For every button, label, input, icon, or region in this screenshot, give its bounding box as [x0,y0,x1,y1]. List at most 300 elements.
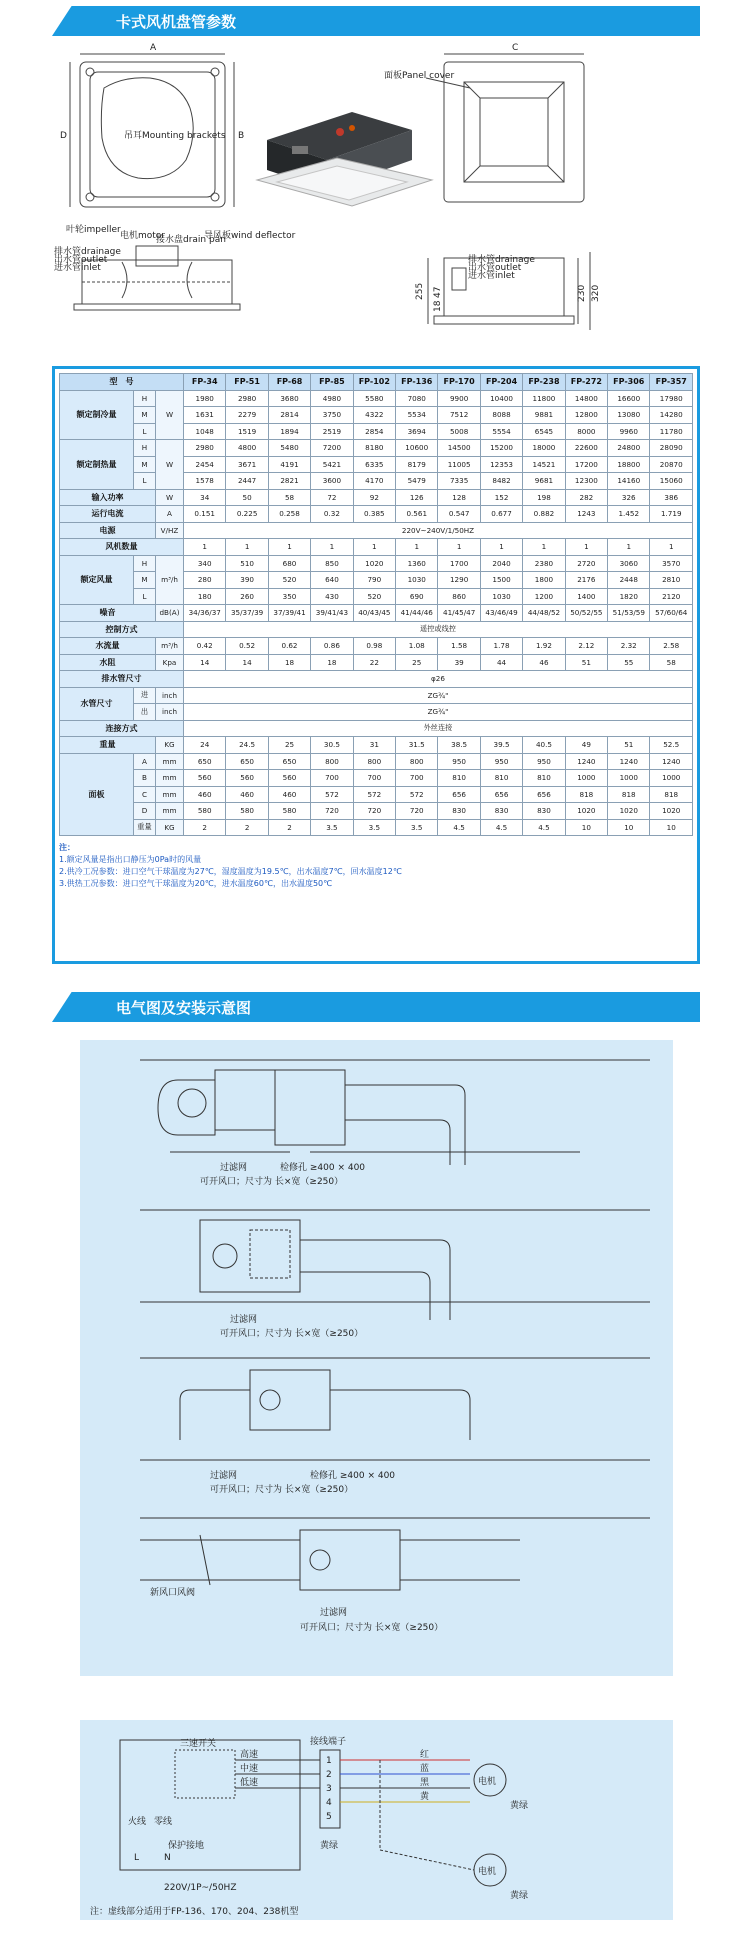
value-cell: 830 [438,803,480,820]
row-label-cell: 电源 [60,522,156,539]
value-cell: 3750 [311,407,353,424]
height-18-label: 18 [433,300,443,312]
value-cell: 430 [311,588,353,605]
model-cell: FP-68 [268,374,310,391]
value-cell: 44/48/52 [523,605,565,622]
value-cell: 7080 [396,390,438,407]
terminal-num-4: 4 [326,1798,332,1808]
row-sub-cell: 出 [134,704,156,721]
value-cell: 810 [480,770,522,787]
value-cell: 2.12 [565,638,607,655]
value-cell: 800 [311,753,353,770]
value-cell: 39 [438,654,480,671]
value-cell: 1360 [396,555,438,572]
value-cell: 0.42 [184,638,226,655]
section-bar-head [52,992,122,1022]
spec-table-box [52,366,700,964]
value-cell: 12800 [565,407,607,424]
value-cell: 5534 [396,407,438,424]
row-sub-cell: L [134,423,156,440]
value-cell: 10 [650,819,693,836]
value-cell: 7512 [438,407,480,424]
mid-speed-label: 中速 [240,1764,259,1774]
value-cell: 1 [608,539,650,556]
value-cell: 0.225 [226,506,268,523]
row-sub-cell: H [134,440,156,457]
value-cell: 1519 [226,423,268,440]
value-cell: 126 [396,489,438,506]
spec-row [60,489,693,506]
row-label-cell: 水管尺寸 [60,687,134,720]
value-cell: 720 [353,803,395,820]
dim-a-label: A [150,43,157,53]
value-cell: 860 [438,588,480,605]
note-3: 3.供热工况参数：进口空气干球温度为20℃，进水温度60℃，出水温度50℃ [59,879,333,888]
low-speed-label: 低速 [240,1778,259,1788]
value-cell: 0.258 [268,506,310,523]
row-sub-cell: C [134,786,156,803]
value-cell: 2821 [268,473,310,490]
value-cell: 14521 [523,456,565,473]
install1-filter: 过滤网 [220,1163,248,1173]
value-cell: 650 [184,753,226,770]
wire-yellow-label: 黄 [420,1792,430,1802]
value-cell: 2810 [650,572,693,589]
value-cell: 14 [184,654,226,671]
value-cell: 830 [523,803,565,820]
value-cell: 5421 [311,456,353,473]
value-cell: 17980 [650,390,693,407]
l-label: L [134,1853,140,1863]
value-cell: 2040 [480,555,522,572]
value-cell: 8180 [353,440,395,457]
value-cell: 1894 [268,423,310,440]
value-cell: 5008 [438,423,480,440]
value-cell: 5479 [396,473,438,490]
value-cell: 5580 [353,390,395,407]
value-cell: 50/52/55 [565,605,607,622]
install3-opening: 可开风口；尺寸为 长×宽（≥250） [210,1485,354,1495]
value-cell: 13080 [608,407,650,424]
value-cell: 72 [311,489,353,506]
value-cell: 2120 [650,588,693,605]
value-cell: 8088 [480,407,522,424]
section-header-install [52,992,700,1022]
value-cell: 1 [184,539,226,556]
drain-pipe-row [60,671,693,688]
value-cell: 720 [311,803,353,820]
value-cell: 3.5 [311,819,353,836]
row-label-cell: 面板 [60,753,134,836]
row-unit-cell: inch [156,687,184,704]
value-cell: 14500 [438,440,480,457]
model-cell: FP-204 [480,374,522,391]
value-cell: 1 [311,539,353,556]
value-cell: 1048 [184,423,226,440]
value-cell: 1980 [184,390,226,407]
motor-label: 电机motor [120,231,166,241]
model-cell: FP-272 [565,374,607,391]
value-cell: 22600 [565,440,607,457]
install-diagram-2 [140,1210,650,1320]
value-cell: 14280 [650,407,693,424]
row-unit-cell: V/HZ [156,522,184,539]
value-cell: 640 [311,572,353,589]
wire-blue-label: 蓝 [420,1764,430,1774]
wiring-svg [80,1720,673,1920]
value-cell: ZG¾" [184,704,693,721]
value-cell: 656 [480,786,522,803]
value-cell: 10400 [480,390,522,407]
value-cell: ZG¾" [184,687,693,704]
model-cell: FP-306 [608,374,650,391]
value-cell: 460 [226,786,268,803]
value-cell: 1.719 [650,506,693,523]
drainage-label-right: 排水管drainage [468,255,535,265]
value-cell: 2980 [184,440,226,457]
height-255-label: 255 [415,282,425,300]
value-cell: 1290 [438,572,480,589]
row-unit-cell: W [156,489,184,506]
row-label-cell: 连接方式 [60,720,184,737]
value-cell: 24800 [608,440,650,457]
header-row [60,374,693,391]
section-title: 电气图及安装示意图 [116,999,252,1017]
value-cell: 572 [396,786,438,803]
impeller-label: 叶轮impeller [66,225,121,235]
value-cell: 1700 [438,555,480,572]
value-cell: 2447 [226,473,268,490]
value-cell: 58 [650,654,693,671]
notes-title: 注： [59,843,75,852]
value-cell: 38.5 [438,737,480,754]
drainage-label-left: 排水管drainage [54,247,121,257]
value-cell: 35/37/39 [226,605,268,622]
value-cell: 25 [396,654,438,671]
value-cell: 1200 [523,588,565,605]
value-cell: 46 [523,654,565,671]
ground-label: 保护接地 [168,1841,205,1851]
value-cell: 34/36/37 [184,605,226,622]
value-cell: 12353 [480,456,522,473]
power-row [60,522,693,539]
model-cell: FP-51 [226,374,268,391]
value-cell: 1 [396,539,438,556]
value-cell: 4.5 [480,819,522,836]
value-cell: 572 [353,786,395,803]
value-cell: 1000 [608,770,650,787]
value-cell: 460 [268,786,310,803]
unit-3d-image [257,112,432,206]
value-cell: 580 [268,803,310,820]
neutral-wire-label: 零线 [154,1817,173,1827]
row-label-cell: 额定风量 [60,555,134,605]
spec-table [59,373,693,836]
value-cell: 4980 [311,390,353,407]
value-cell: 9900 [438,390,480,407]
row-label-cell: 运行电流 [60,506,156,523]
panel-row [60,786,693,803]
terminal-num-1: 1 [326,1756,332,1766]
value-cell: 43/46/49 [480,605,522,622]
value-cell: 51 [608,737,650,754]
value-cell: 3600 [311,473,353,490]
height-47-label: 47 [433,286,443,298]
model-cell: FP-102 [353,374,395,391]
panel-row [60,819,693,836]
row-unit-cell: mm [156,786,184,803]
drawings-svg [52,40,700,358]
row-unit-cell: mm [156,770,184,787]
install4-filter: 过滤网 [320,1608,348,1618]
value-cell: 14 [226,654,268,671]
row-label-cell: 排水管尺寸 [60,671,184,688]
value-cell: 580 [184,803,226,820]
row-label-cell: 风机数量 [60,539,184,556]
water-pipe-out-row [60,704,693,721]
value-cell: 260 [226,588,268,605]
value-cell: 1578 [184,473,226,490]
install1-opening: 可开风口；尺寸为 长×宽（≥250） [200,1177,344,1187]
value-cell: 2 [268,819,310,836]
value-cell: 8179 [396,456,438,473]
fan-count-row [60,539,693,556]
value-cell: 3060 [608,555,650,572]
value-cell: 950 [438,753,480,770]
value-cell: 51 [565,654,607,671]
value-cell: 39/41/43 [311,605,353,622]
value-cell: 5554 [480,423,522,440]
wire-red-label: 红 [420,1750,430,1760]
value-cell: 460 [184,786,226,803]
row-unit-cell: A [156,506,184,523]
row-sub-cell: A [134,753,156,770]
spec-row [60,440,693,457]
value-cell: 12300 [565,473,607,490]
value-cell: 3694 [396,423,438,440]
wiring-note: 注：虚线部分适用于FP-136、170、204、238机型 [90,1907,299,1917]
value-cell: 40/43/45 [353,605,395,622]
value-cell: 18 [311,654,353,671]
value-cell: 810 [523,770,565,787]
value-cell: 1800 [523,572,565,589]
value-cell: 2279 [226,407,268,424]
value-cell: 11005 [438,456,480,473]
value-cell: 2176 [565,572,607,589]
model-cell: FP-238 [523,374,565,391]
row-label-cell: 额定制冷量 [60,390,134,440]
value-cell: 44 [480,654,522,671]
outlet-label-right: 出水管outlet [468,263,522,273]
installation-svg [80,1040,673,1676]
value-cell: 0.882 [523,506,565,523]
model-header-cell: 型 号 [60,374,184,391]
terminal-num-3: 3 [326,1784,332,1794]
row-sub-cell: 进 [134,687,156,704]
value-cell: φ26 [184,671,693,688]
value-cell: 580 [226,803,268,820]
value-cell: 950 [480,753,522,770]
value-cell: 15200 [480,440,522,457]
value-cell: 1243 [565,506,607,523]
value-cell: 220V~240V/1/50HZ [184,522,693,539]
value-cell: 6545 [523,423,565,440]
value-cell: 1.452 [608,506,650,523]
value-cell: 24 [184,737,226,754]
value-cell: 2854 [353,423,395,440]
yellow-green-label-1: 黄绿 [510,1801,529,1811]
spec-row [60,506,693,523]
value-cell: 1240 [565,753,607,770]
row-sub-cell: H [134,555,156,572]
value-cell: 14800 [565,390,607,407]
spec-row [60,390,693,407]
value-cell: 24.5 [226,737,268,754]
value-cell: 55 [608,654,650,671]
value-cell: 1.58 [438,638,480,655]
wind-deflector-label: 导风板wind deflector [204,231,296,241]
value-cell: 17200 [565,456,607,473]
row-label-cell: 额定制热量 [60,440,134,490]
control-row [60,621,693,638]
value-cell: 650 [268,753,310,770]
install3-access: 检修孔 ≥400 × 400 [310,1471,396,1481]
motor-label-2: 电机 [478,1867,497,1877]
value-cell: 2.32 [608,638,650,655]
dim-c-label: C [512,43,519,53]
row-unit-cell: dB(A) [156,605,184,622]
value-cell: 656 [438,786,480,803]
value-cell: 2454 [184,456,226,473]
install4-fresh-air: 新风口风阀 [150,1588,196,1598]
value-cell: 340 [184,555,226,572]
row-label-cell: 噪音 [60,605,156,622]
value-cell: 1.78 [480,638,522,655]
dim-b-label: B [238,131,245,141]
value-cell: 180 [184,588,226,605]
value-cell: 遥控或线控 [184,621,693,638]
value-cell: 520 [353,588,395,605]
value-cell: 690 [396,588,438,605]
terminal-num-2: 2 [326,1770,332,1780]
value-cell: 560 [268,770,310,787]
value-cell: 4.5 [438,819,480,836]
value-cell: 7335 [438,473,480,490]
value-cell: 9881 [523,407,565,424]
value-cell: 1.08 [396,638,438,655]
value-cell: 800 [396,753,438,770]
mounting-label: 吊耳Mounting brackets [124,131,226,141]
value-cell: 1820 [608,588,650,605]
value-cell: 572 [311,786,353,803]
value-cell: 1 [438,539,480,556]
row-sub-cell: D [134,803,156,820]
value-cell: 3.5 [353,819,395,836]
panel-cover-label: 面板Panel cover [384,71,455,81]
value-cell: 7200 [311,440,353,457]
install2-filter: 过滤网 [230,1315,258,1325]
value-cell: 560 [184,770,226,787]
model-cell: FP-170 [438,374,480,391]
value-cell: 0.151 [184,506,226,523]
value-cell: 1 [268,539,310,556]
value-cell: 152 [480,489,522,506]
row-unit-cell: inch [156,704,184,721]
panel-row [60,753,693,770]
section-header-spec [52,6,700,36]
value-cell: 700 [311,770,353,787]
row-label-cell: 水流量 [60,638,156,655]
model-cell: FP-357 [650,374,693,391]
fire-wire-label: 火线 [128,1817,147,1827]
row-unit-cell: W [156,390,184,440]
row-sub-cell: 重量 [134,819,156,836]
value-cell: 4.5 [523,819,565,836]
value-cell: 9681 [523,473,565,490]
install3-filter: 过滤网 [210,1471,238,1481]
value-cell: 818 [565,786,607,803]
value-cell: 818 [650,786,693,803]
install2-opening: 可开风口；尺寸为 长×宽（≥250） [220,1329,364,1339]
section-bar-head [52,6,122,36]
install1-access: 检修孔 ≥400 × 400 [280,1163,366,1173]
row-sub-cell: H [134,390,156,407]
value-cell: 57/60/64 [650,605,693,622]
value-cell: 800 [353,753,395,770]
value-cell: 4800 [226,440,268,457]
panel-row [60,770,693,787]
row-unit-cell: m³/h [156,638,184,655]
value-cell: 720 [396,803,438,820]
value-cell: 1 [226,539,268,556]
value-cell: 1 [650,539,693,556]
value-cell: 31 [353,737,395,754]
weight-row [60,737,693,754]
value-cell: 520 [268,572,310,589]
note-1: 1.额定风量是指出口静压为0Pa时的风量 [59,855,202,864]
value-cell: 0.561 [396,506,438,523]
spec-row [60,423,693,440]
value-cell: 326 [608,489,650,506]
value-cell: 31.5 [396,737,438,754]
technical-drawings [52,40,700,358]
row-unit-cell: Kpa [156,654,184,671]
row-sub-cell: M [134,456,156,473]
value-cell: 1400 [565,588,607,605]
value-cell: 1240 [650,753,693,770]
value-cell: 790 [353,572,395,589]
value-cell: 外丝连接 [184,720,693,737]
value-cell: 25 [268,737,310,754]
value-cell: 2 [226,819,268,836]
row-label-cell: 水阻 [60,654,156,671]
value-cell: 41/44/46 [396,605,438,622]
value-cell: 0.86 [311,638,353,655]
row-sub-cell: L [134,473,156,490]
yellow-green-terminal-label: 黄绿 [320,1841,339,1851]
value-cell: 128 [438,489,480,506]
spec-row [60,456,693,473]
value-cell: 2.58 [650,638,693,655]
value-cell: 1030 [480,588,522,605]
value-cell: 58 [268,489,310,506]
value-cell: 37/39/41 [268,605,310,622]
terminal-label: 接线端子 [310,1737,347,1747]
value-cell: 1030 [396,572,438,589]
value-cell: 1020 [565,803,607,820]
value-cell: 0.62 [268,638,310,655]
value-cell: 1240 [608,753,650,770]
